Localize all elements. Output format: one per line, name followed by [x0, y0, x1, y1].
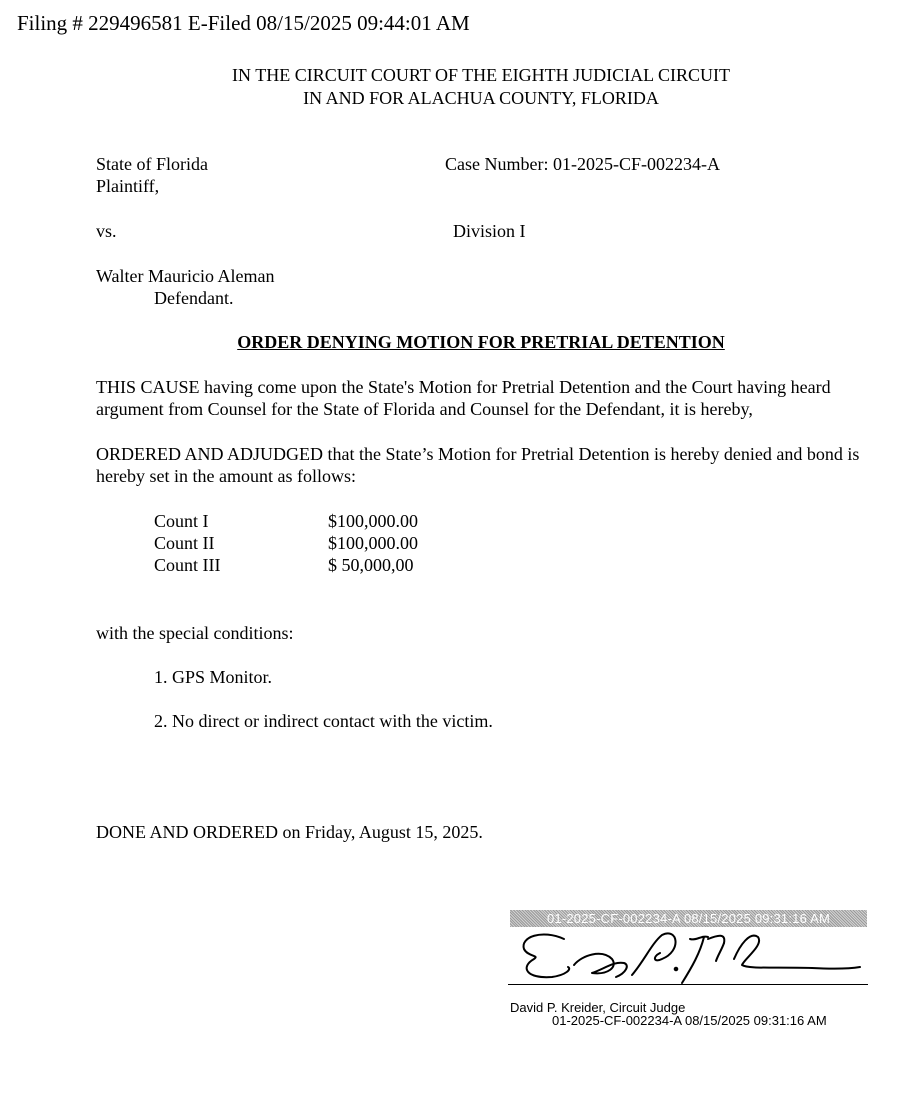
paragraph-ordered: ORDERED AND ADJUDGED that the State’s Motion for Pretrial Detention is hereby denied and bond is hereby set in the amount as follows:: [96, 444, 860, 486]
filing-header: Filing # 229496581 E-Filed 08/15/2025 09:44:01 AM: [17, 11, 470, 35]
paragraph-this-cause: THIS CAUSE having come upon the State's Motion for Pretrial Detention and the Court having heard argument from Counsel for the State of Florida and Counsel for the Defendant, it is hereby,: [96, 377, 831, 419]
bond-count-label: Count III: [154, 555, 221, 575]
bond-count-amount: $ 50,000,00: [328, 555, 414, 575]
judge-signature-image: [512, 925, 872, 987]
condition-item: 1. GPS Monitor.: [154, 667, 273, 687]
bond-count-amount: $100,000.00: [328, 533, 418, 553]
court-name-line2: IN AND FOR ALACHUA COUNTY, FLORIDA: [303, 88, 659, 108]
signature-case-timestamp: 01-2025-CF-002234-A 08/15/2025 09:31:16 AM: [552, 1013, 827, 1028]
bond-count-amount: $100,000.00: [328, 511, 418, 531]
versus: vs.: [96, 221, 117, 241]
bond-count-label: Count I: [154, 511, 209, 531]
condition-item: 2. No direct or indirect contact with the victim.: [154, 711, 493, 731]
case-number: Case Number: 01-2025-CF-002234-A: [445, 154, 720, 174]
order-title: [0, 331, 922, 353]
division: Division I: [453, 221, 526, 241]
plaintiff-label: Plaintiff,: [96, 176, 160, 196]
order-title-text: ORDER DENYING MOTION FOR PRETRIAL DETENTION: [237, 332, 725, 352]
signature-stamp: 01-2025-CF-002234-A 08/15/2025 09:31:16 AM: [510, 910, 867, 927]
special-conditions-intro: with the special conditions:: [96, 623, 294, 643]
defendant-label: Defendant.: [154, 288, 234, 308]
defendant-name: Walter Mauricio Aleman: [96, 266, 275, 286]
plaintiff-name: State of Florida: [96, 154, 208, 174]
judge-name: David P. Kreider, Circuit Judge: [510, 1000, 686, 1015]
court-name-line1: IN THE CIRCUIT COURT OF THE EIGHTH JUDICIAL CIRCUIT: [232, 65, 730, 85]
bond-count-label: Count II: [154, 533, 215, 553]
done-and-ordered: DONE AND ORDERED on Friday, August 15, 2025.: [96, 822, 483, 842]
signature-line: [508, 984, 868, 985]
